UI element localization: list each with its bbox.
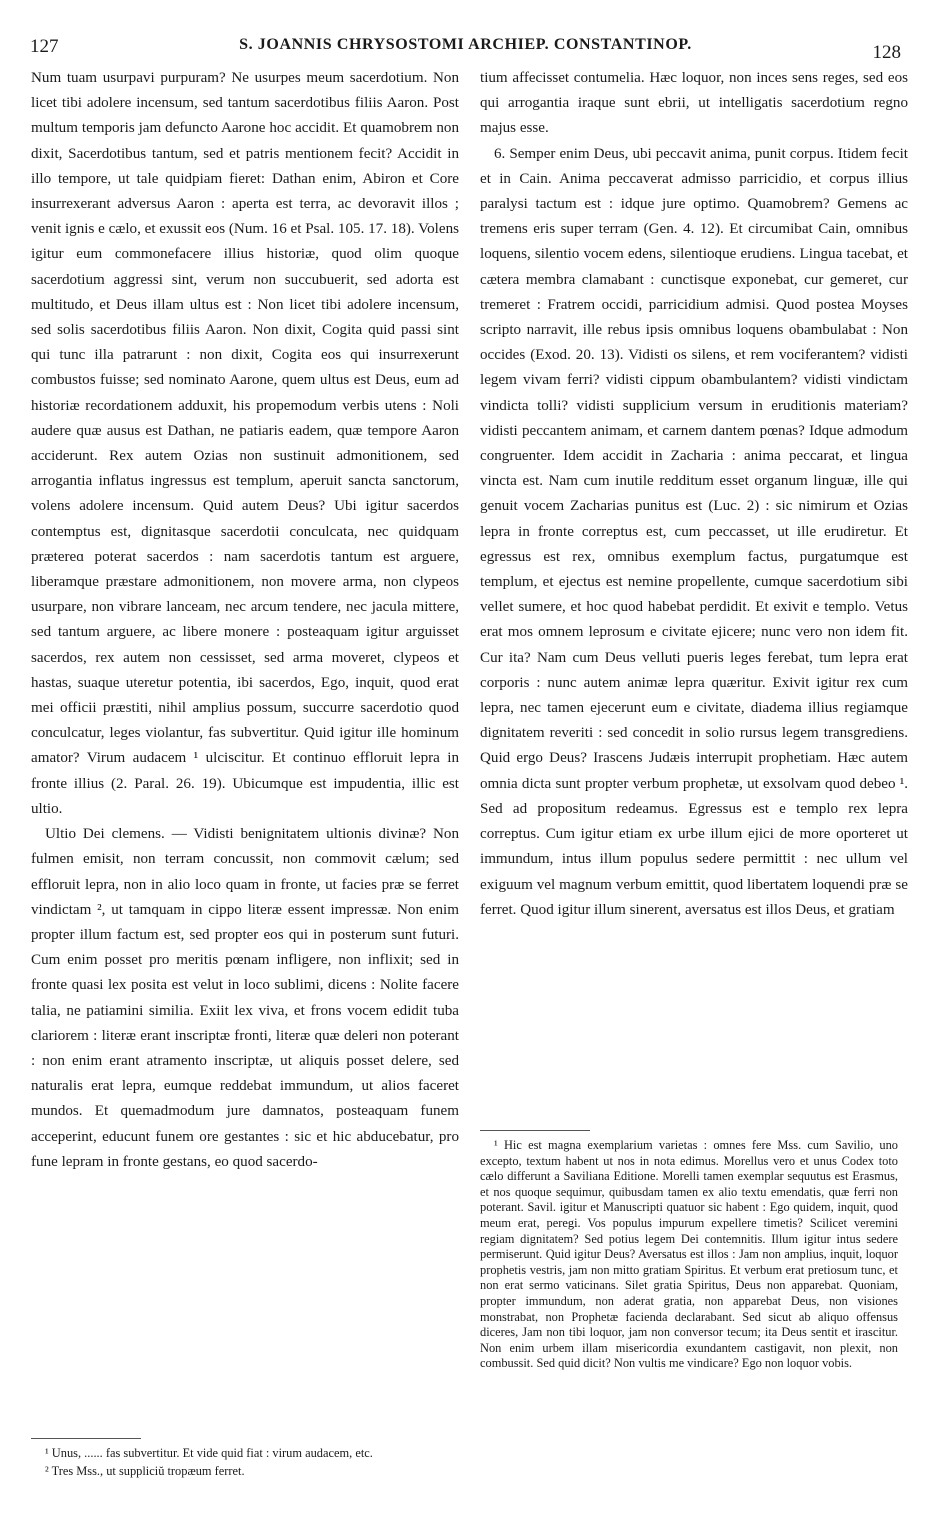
footnote-left-1: ¹ Unus, ...... fas subvertitur. Et vide quid fiat : virum audacem, etc. bbox=[45, 1446, 373, 1460]
page-header bbox=[30, 36, 901, 63]
right-column bbox=[480, 66, 908, 1136]
footnote-left-2: ² Tres Mss., ut suppliciŭ tropæum ferret. bbox=[45, 1463, 245, 1478]
footnote-divider-right bbox=[480, 1130, 590, 1131]
page-number-left: 127 bbox=[30, 36, 59, 57]
footnotes-right bbox=[480, 1138, 898, 1518]
right-paragraph-2: 6. Semper enim Deus, ubi peccavit anima, punit corpus. Itidem fecit et in Cain. Anima peccaverat admisso parricidio, et corpus illius paralysi tactum est : idque jure optimo. Quamobrem? Gemens ac tremens eris super terram (Gen. 4. 12). Et circumibat Cain, omnibus loquens, silentio vocem edens, silentioque erudiens. Lingua tacebat, et cætera membra clamabant : cunctisque exponebat, cur gemeret, cur tremeret : Fratrem occidi, parricidium admisi. Quod postea Moyses scripto narravit, ille rebus ipsis omnibus loquens obambulabat : Non occides (Exod. 20. 13). Vidisti os silens, et rem vociferantem? vidisti legem vivam ferri? vidisti cippum obambulantem? vidisti vindictam vindicta tolli? vidisti supplicium versum in eruditionis materiam? vidisti peccantem animam, et carnem dantem pœnas? Idque admodum congruenter. Idem accidit in Zacharia : anima peccarat, et lingua vincta est. Nam cum inutile redditum esset organum linguæ, ille qui genuit vocem Zacharias punitus est (Luc. 2) : sic nimirum et Ozias lepra in fronte correptus est, cum peccasset, ut ille erudiretur. Et egressus est rex, omnibus exemplum factus, purgatumque est templum, et ejectus est nemine propellente, cumque sacerdotium sibi vellet sumere, et hoc quod habebat perdidit. Et exivit e templo. Vetus erat mos omnem leprosum e civitate ejicere; nunc vero non idem fit. Cur ita? Nam cum Deus velluti pueris leges ferebat, tum lepra erat corporis : nunc autem animæ lepra quæritur. Exivit igitur rex cum lepra, nec tamen ejecerunt eum e civitate, diadema illius regiamque dignitatem reveriti : sed concedit in solio rursus legem transgrediens. Quid ergo Deus? Irascens Judæis interrupit prophetiam. Hæc autem omnia dicta sunt propter verbum prophetæ, ut exsolvam quod debeo ¹. Sed ad propositum redeamus. Egressus est e templo rex lepra correptus. Cum igitur etiam ex urbe illum ejici de more oporteret ut immundum, intus illum populus sedere permittit : nec ullum vel exiguum vel magnum verbum emittit, quod libertatem loquendi præ se ferret. Quod igitur illum sinerent, aversatus est illos Deus, et gratiam bbox=[480, 145, 908, 918]
left-paragraph-1: Num tuam usurpavi purpuram? Ne usurpes meum sacerdotium. Non licet tibi adolere incensum, sed tantum sacerdotibus filiis Aaron. Post multum temporis jam defuncto Aarone hoc accidit. Et quamobrem non dixit, Sacerdotibus tantum, sed et patris mentionem fecit? Accidit in illo tempore, ut tale quidpiam fieret: Dathan enim, Abiron et Core insurrexerant adversus Aaron : aperta est terra, ac devoravit illos ; venit ignis e cælo, et exussit eos (Num. 16 et Psal. 105. 17. 18). Volens igitur eum commonefacere illius historiæ, quod olim quoque sacerdotium aggressi sint, verum non succubuerit, sed adorta est multitudo, et Deus illam ultus est : Non licet tibi adolere incensum, sed solis sacerdotibus filiis Aaron. Non dixit, Cogita quid passi sint qui tunc illa patrarunt : non dixit, Cogita eos qui insurrexerunt combustos fuisse; sed nominato Aarone, quem ultus est Deus, eum ad historiæ recordationem adduxit, his propemodum verbis utens : Noli audere quæ ausus est Dathan, ne patiaris eadem, quæ tempore Aaron acciderunt. Rex autem Ozias non sustinuit admonitionem, sed arrogantia inflatus ingressus est templum, aperuit sancta sanctorum, volens adolere incensum. Quid autem Deus? Ubi igitur sacerdos contemptus est, dignitasque sacerdotii conculcata, nec quidquam prætereɑ poterat sacerdos : nam sacerdotis tantum est arguere, liberamque præstare admonitionem, non movere arma, non clypeos usurpare, non vibrare lanceam, nec arcum tendere, nec jacula mittere, sed tantum arguere, ac libere monere : posteaquam igitur arguisset sacerdos, rex autem non cessisset, sed arma moveret, clypeos et hastas, suaque uteretur potentia, ibi sacerdos, Ego, inquit, quod erat mei officii præstiti, nihil amplius possum, succurre sacerdotio quod conculcatur, leges violantur, fas subvertitur. Quid igitur ille hominum amator? Virum audacem ¹ ulciscitur. Et continuo effloruit lepra in fronte illius (2. Paral. 26. 19). Ubicumque est impudentia, illic est ultio. bbox=[31, 70, 459, 817]
right-paragraph-1: tium affecisset contumelia. Hæc loquor, non inces sens reges, sed eos qui arrogantia iraque sunt ebrii, ut intelligatis sacerdotium regno majus esse. bbox=[480, 70, 908, 137]
footnotes-left bbox=[31, 1446, 459, 1506]
footnote-right-1: ¹ Hic est magna exemplarium varietas : omnes fere Mss. cum Savilio, uno excepto, textum habent ut nos in nota edimus. Morellus vero et unus Codex toto cælo differunt a Saviliana Editione. Morelli tamen exemplar sequutus est Erasmus, et nos quoque sequimur, quibusdam tamen ex alio textu emendatis, quæ ferri non poterant. Savil. igitur et Manuscripti quatuor sic habent : Ego quidem, inquit, quod meum erat, peregi. Vos populus impurum expellere timetis? Scilicet veremini regiam dignitatem? Sed potius legem Dei contemnitis. Illum igitur intus sedere permiserunt. Quid igitur Deus? Aversatus est illos : Jam non amplius, inquit, loquor prophetis vestris, jam non mitto gratiam Spiritus. Et verbum erat pretiosum tunc, et non erat sermo vaticinans. Silet gratia Spiritus, Deus non apparebat. Quoniam, propter immundum, non aderat gratia, non apparebat Deus, non visiones monstrabat, non Prophetæ facienda declarabant. Sed sicut ab aliquo offensus diceres, Jam non tibi loquor, jam non conversor tecum; ita Deus sentit et irascitur. Non enim urbem illam misericordia exundantem castigavit, non plexit, non combussit. Sed quid dicit? Non vultis me vindicare? Ego non loquor vobis. bbox=[480, 1138, 898, 1371]
footnote-divider-left bbox=[31, 1438, 141, 1439]
page-number-right: 128 bbox=[872, 42, 901, 63]
left-column bbox=[31, 66, 459, 1436]
left-paragraph-2: Ultio Dei clemens. — Vidisti benignitatem ultionis divinæ? Non fulmen emisit, non terram concussit, non commovit cælum; sed effloruit lepra, non in alio loco quam in fronte, ut facies præ se ferret vindictam ², ut tamquam in cippo literæ essent impressæ. Non enim propter illum factum est, sed propter eos qui in posterum sunt futuri. Cum enim posset pro meritis pœnam infligere, non inflixit; sed in fronte quasi lex posita est velut in loco sublimi, dicens : Nolite facere talia, ne patiamini similia. Exiit lex viva, et frons vocem edidit tuba clariorem : literæ erant inscriptæ fronti, literæ quæ deleri non poterant : non enim erant atramento inscriptæ, ut aliquis posset delere, sed naturalis erat lepra, eumque reddebat immundum, ut alios faceret mundos. Et quemadmodum jure damnatos, posteaquam funem acceperint, educunt funem ore gestantes : sic et hic abducebatur, pro fune lepram in fronte gestans, eo quod sacerdo- bbox=[31, 826, 459, 1170]
running-title: S. JOANNIS CHRYSOSTOMI ARCHIEP. CONSTANTINOP. bbox=[239, 36, 692, 53]
